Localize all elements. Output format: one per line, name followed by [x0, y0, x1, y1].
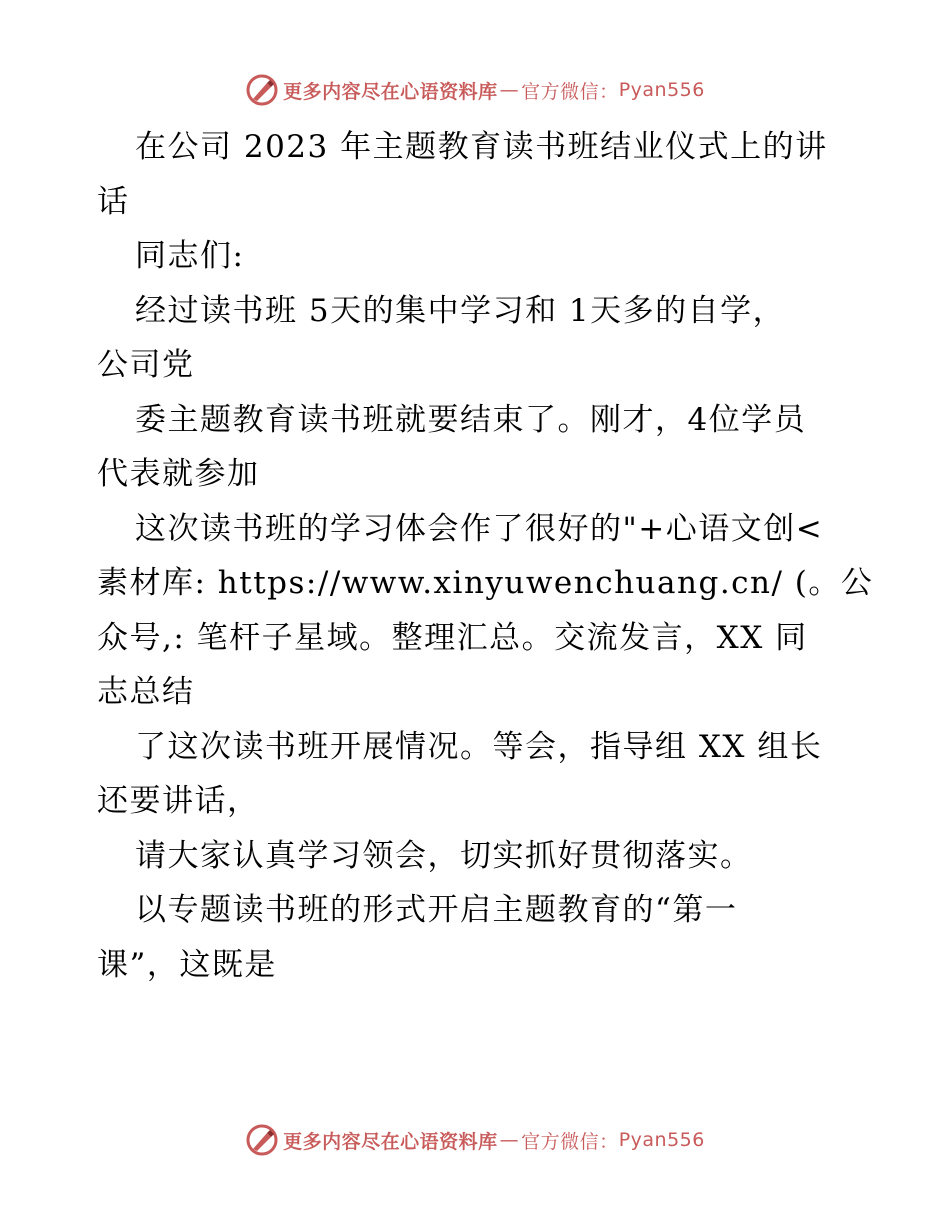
watermark-separator: — — [499, 79, 520, 101]
document-body — [97, 120, 874, 992]
footer-watermark — [0, 1120, 950, 1160]
document-line: 了这次读书班开展情况。等会，指导组 XX 组长 — [135, 728, 823, 765]
document-line: 在公司 2023 年主题教育读书班结业仪式上的讲 — [135, 129, 828, 165]
document-line: 志总结 — [97, 674, 195, 710]
document-line: 还要讲话， — [97, 783, 260, 819]
document-line: 以专题读书班的形式开启主题教育的“第一 — [135, 892, 738, 928]
watermark-text: 更多内容尽在心语资料库 — [283, 1130, 498, 1153]
pen-logo-icon — [245, 73, 279, 107]
document-line: 素材库: https://www.xinyuwenchuang.cn/ (。公 — [97, 565, 874, 601]
pen-logo-icon — [245, 1123, 279, 1157]
document-line: 众号,: 笔杆子星域。整理汇总。交流发言，XX 同 — [97, 619, 808, 656]
document-line: 这次读书班的学习体会作了很好的"+心语文创< — [135, 510, 824, 547]
watermark-separator: — — [499, 1129, 520, 1151]
watermark-contact-id: Pyan556 — [618, 1129, 705, 1151]
watermark-contact-id: Pyan556 — [618, 79, 705, 101]
document-line: 代表就参加 — [97, 456, 260, 492]
header-watermark — [0, 70, 950, 110]
document-line: 经过读书班 5天的集中学习和 1天多的自学， — [135, 292, 786, 329]
watermark-contact-label: 官方微信： — [521, 1130, 619, 1153]
document-line: 委主题教育读书班就要结束了。刚才，4位学员 — [135, 401, 807, 438]
document-line: 课”，这既是 — [97, 946, 277, 983]
document-line: 同志们: — [135, 238, 245, 274]
watermark-contact-label: 官方微信： — [521, 80, 619, 103]
document-line: 请大家认真学习领会，切实抓好贯彻落实。 — [135, 837, 753, 874]
watermark-text: 更多内容尽在心语资料库 — [283, 80, 498, 103]
document-line: 公司党 — [97, 347, 195, 383]
document-line: 话 — [97, 183, 130, 220]
